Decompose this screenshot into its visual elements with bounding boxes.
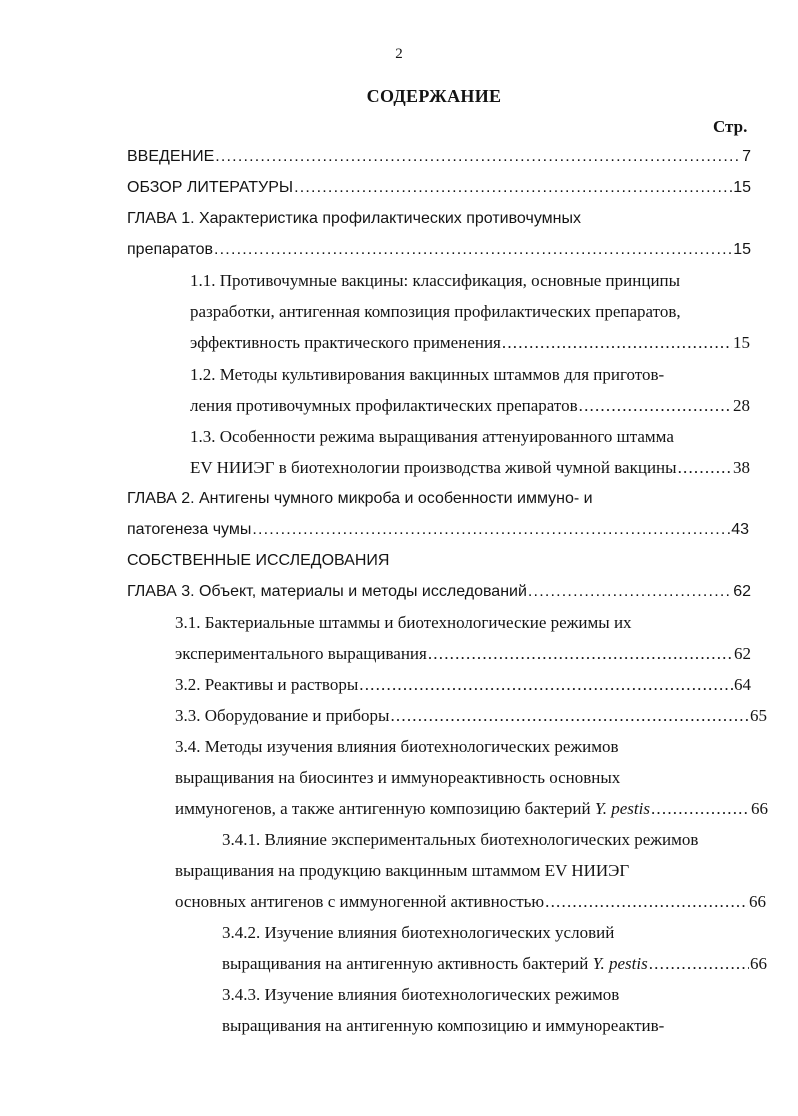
toc-entry-title: выращивания на антигенную активность бактерий [222, 954, 589, 973]
toc-entry-title: экспериментального выращивания [175, 644, 427, 663]
toc-entry-title: ГЛАВА 3. Объект, материалы и методы исследований [127, 583, 527, 600]
leader-dots [678, 457, 732, 479]
toc-entry-page: 28 [733, 396, 750, 415]
toc-entry-title-line: 3.4.1. Влияние экспериментальных биотехнологических режимов [222, 830, 699, 849]
toc-entry-title-line: 1.2. Методы культивирования вакцинных штаммов для приготов- [190, 365, 665, 384]
toc-entry-title: основных антигенов с иммуногенной активностью [175, 892, 545, 911]
toc-entry-page: 66 [749, 892, 766, 911]
toc-entry-title-line: 3.4. Методы изучения влияния биотехнологических режимов [175, 737, 619, 756]
leader-dots [651, 798, 750, 820]
section-heading: СОБСТВЕННЫЕ ИССЛЕДОВАНИЯ [127, 552, 390, 569]
toc-entry [175, 891, 766, 913]
toc-entry-title: 3.2. Реактивы и растворы [175, 675, 359, 694]
leader-dots [294, 177, 732, 199]
toc-entry [175, 643, 751, 665]
toc-entry [127, 177, 751, 199]
leader-dots [215, 146, 741, 168]
toc-entry-title: EV НИИЭГ в биотехнологии производства живой чумной вакцины [190, 458, 677, 477]
leader-dots [649, 953, 749, 975]
toc-entry-title-line: 1.3. Особенности режима выращивания аттенуированного штамма [190, 427, 674, 446]
species-name: Y. pestis [592, 954, 648, 973]
leader-dots [579, 395, 732, 417]
toc-entry [127, 239, 751, 261]
page-number: 2 [395, 46, 403, 62]
toc-entry [175, 705, 767, 727]
leader-dots [528, 581, 732, 603]
toc-entry [222, 953, 767, 975]
toc-entry-page: 66 [751, 799, 768, 818]
leader-dots [214, 239, 732, 261]
toc-entry-title: иммуногенов, а также антигенную композицию бактерий [175, 799, 591, 818]
leader-dots [390, 705, 749, 727]
leader-dots [359, 674, 733, 696]
toc-entry-title-line: ГЛАВА 2. Антигены чумного микроба и особенности иммуно- и [127, 490, 593, 507]
toc-entry-page: 66 [750, 954, 767, 973]
toc-entry [190, 395, 750, 417]
toc-entry-title-line: выращивания на антигенную композицию и иммунореактив- [222, 1016, 665, 1035]
toc-entry-title: ВВЕДЕНИЕ [127, 148, 215, 165]
toc-entry-title: патогенеза чумы [127, 521, 252, 538]
toc-entry [127, 519, 749, 541]
toc-entry [175, 798, 768, 820]
toc-entry [175, 674, 751, 696]
toc-entry-title-line: 3.4.2. Изучение влияния биотехнологических условий [222, 923, 615, 942]
toc-entry-title-line: 3.1. Бактериальные штаммы и биотехнологические режимы их [175, 613, 632, 632]
toc-entry-page: 62 [734, 644, 751, 663]
toc-entry [127, 581, 751, 603]
leader-dots [428, 643, 733, 665]
toc-entry-page: 65 [750, 706, 767, 725]
toc-entry-title: ОБЗОР ЛИТЕРАТУРЫ [127, 179, 294, 196]
toc-entry-page: 62 [733, 583, 751, 600]
toc-entry [127, 146, 751, 168]
toc-entry-page: 43 [731, 521, 749, 538]
toc-entry-title: 3.3. Оборудование и приборы [175, 706, 390, 725]
toc-entry-page: 7 [742, 148, 751, 165]
toc-entry [190, 457, 750, 479]
toc-entry-page: 38 [733, 458, 750, 477]
toc-entry-title: ления противочумных профилактических препаратов [190, 396, 578, 415]
toc-entry-title-line: 3.4.3. Изучение влияния биотехнологических режимов [222, 985, 620, 1004]
leader-dots [252, 519, 730, 541]
toc-entry-title-line: выращивания на биосинтез и иммунореактивность основных [175, 768, 621, 787]
toc-entry-page: 15 [733, 241, 751, 258]
toc-entry-title-line: выращивания на продукцию вакцинным штаммом EV НИИЭГ [175, 861, 630, 880]
leader-dots [502, 332, 732, 354]
toc-entry-page: 15 [733, 179, 751, 196]
toc-entry-title: препаратов [127, 241, 214, 258]
toc-entry-page: 64 [734, 675, 751, 694]
species-name: Y. pestis [594, 799, 650, 818]
leader-dots [545, 891, 748, 913]
toc-entry-title-line: 1.1. Противочумные вакцины: классификация, основные принципы [190, 271, 681, 290]
toc-entry-page: 15 [733, 333, 750, 352]
page-column-label: Стр. [713, 117, 748, 136]
toc-entry-title-line: разработки, антигенная композиция профилактических препаратов, [190, 302, 681, 321]
toc-entry-title: эффективность практического применения [190, 333, 501, 352]
toc-entry [190, 332, 750, 354]
page-title: СОДЕРЖАНИЕ [366, 86, 502, 106]
toc-entry-title-line: ГЛАВА 1. Характеристика профилактических противочумных [127, 210, 581, 227]
